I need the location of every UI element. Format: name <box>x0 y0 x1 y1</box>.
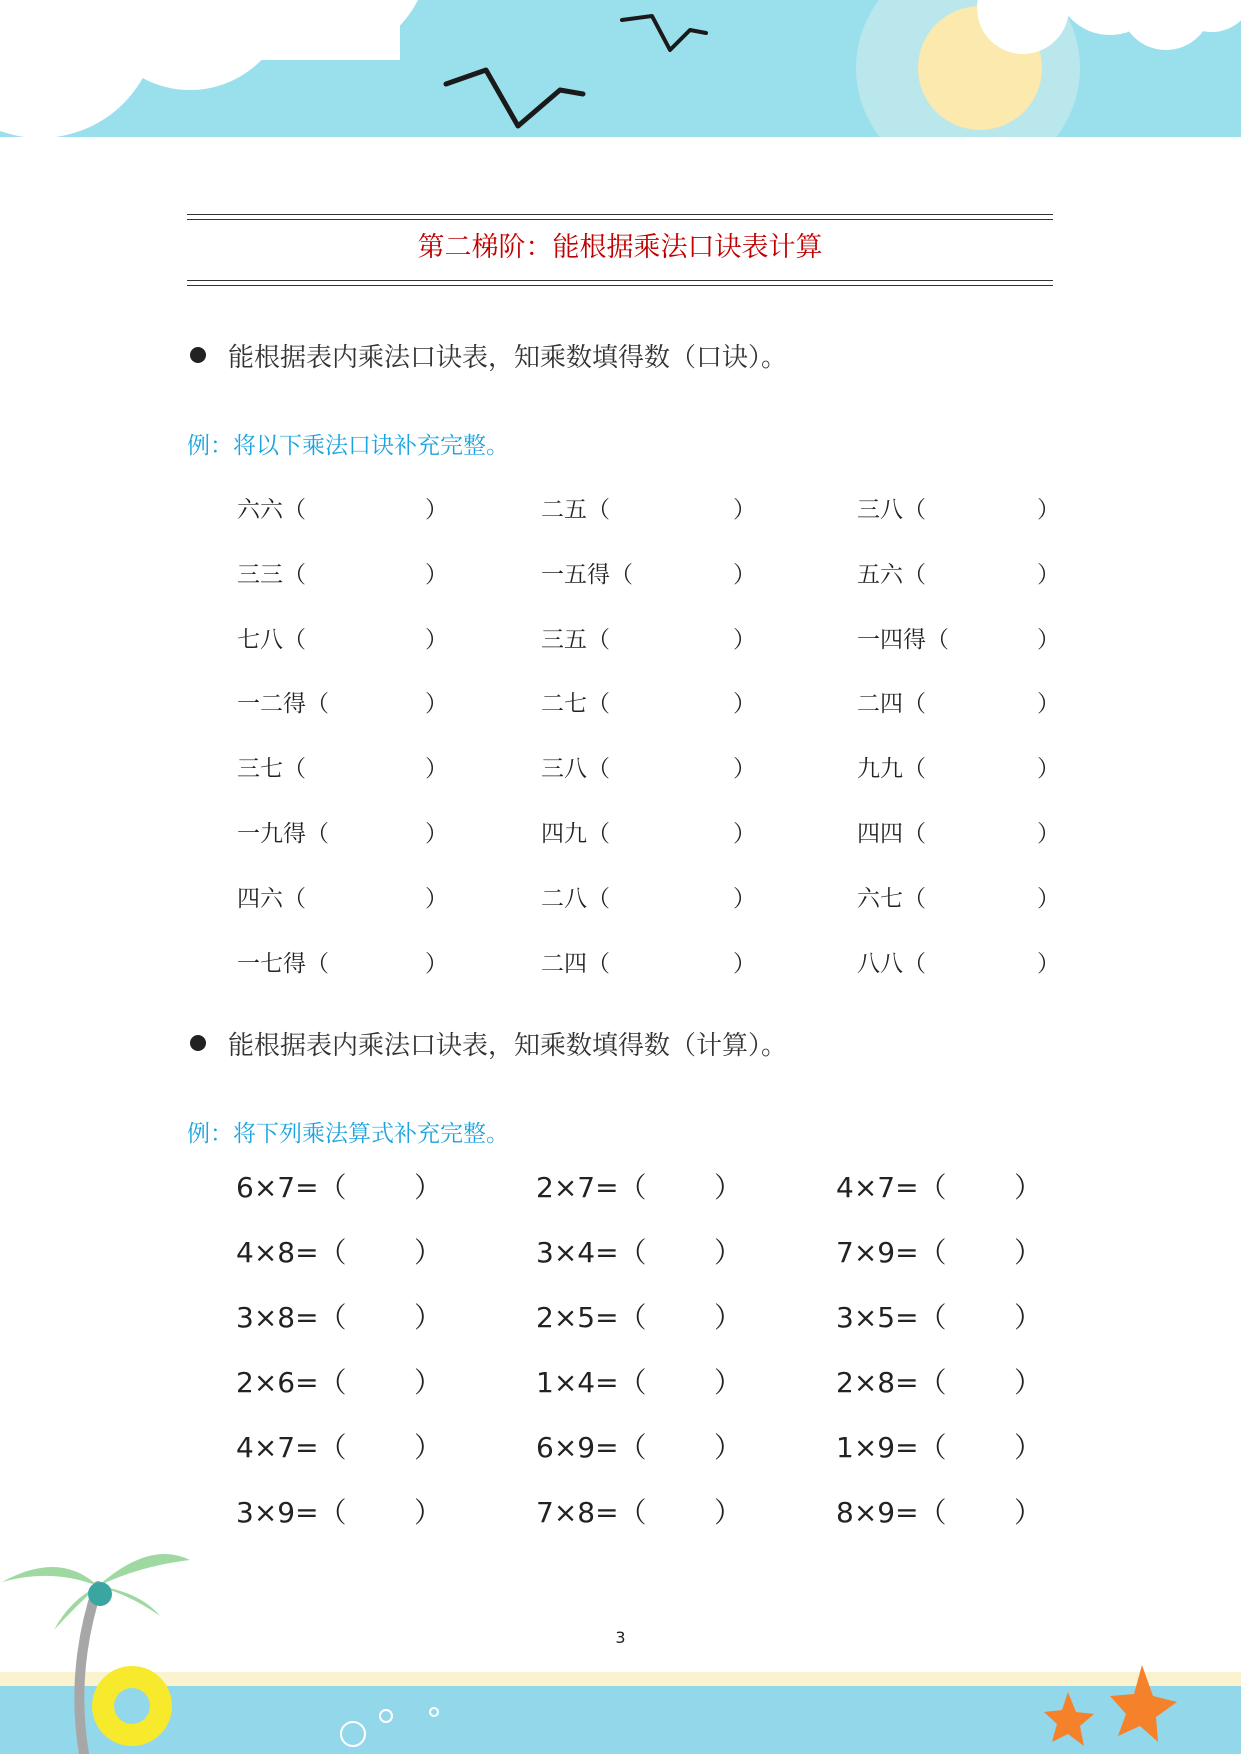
exercise-prompt: 一七得（ <box>237 950 329 977</box>
exercise-prompt: 五六（ <box>857 561 926 588</box>
answer-close-paren: ） <box>733 885 756 912</box>
exercise-prompt: 三五（ <box>541 626 610 653</box>
answer-close-paren: ） <box>425 561 448 588</box>
answer-close-paren: ） <box>1037 821 1060 847</box>
exercise-prompt: 1×4=（ <box>536 1366 647 1399</box>
exercise-prompt: 2×7=（ <box>536 1171 647 1204</box>
answer-close-paren: ） <box>714 1496 743 1529</box>
answer-close-paren: ） <box>733 821 756 847</box>
exercise-prompt: 一九得（ <box>237 821 329 847</box>
exercise-prompt: 六七（ <box>857 885 926 912</box>
answer-close-paren: ） <box>733 691 756 718</box>
section-2-bullet <box>190 1026 787 1066</box>
answer-close-paren: ） <box>414 1171 443 1204</box>
exercise-prompt: 二八（ <box>541 885 610 912</box>
exercise-prompt: 三三（ <box>237 561 306 588</box>
bottom-banner <box>0 1520 1241 1754</box>
exercise-item <box>541 879 791 919</box>
answer-close-paren: ） <box>1037 561 1060 588</box>
answer-close-paren: ） <box>425 497 448 523</box>
exercise-prompt: 7×8=（ <box>536 1496 647 1529</box>
exercise-item <box>237 879 487 919</box>
exercise-item <box>536 1428 786 1468</box>
exercise-prompt: 6×9=（ <box>536 1431 647 1464</box>
answer-close-paren: ） <box>425 691 448 718</box>
exercise-prompt: 6×7=（ <box>236 1171 347 1204</box>
exercise-item <box>857 490 1107 530</box>
answer-close-paren: ） <box>414 1496 443 1529</box>
exercise-item <box>857 620 1107 660</box>
answer-close-paren: ） <box>1014 1236 1043 1269</box>
exercise-prompt: 二七（ <box>541 691 610 718</box>
exercise-item <box>857 749 1107 789</box>
answer-close-paren: ） <box>733 497 756 523</box>
section-2-example: 例：将下列乘法算式补充完整。 <box>187 1121 509 1147</box>
exercise-item <box>836 1363 1086 1403</box>
exercise-item <box>236 1298 486 1338</box>
section-2-bullet-text: 能根据表内乘法口诀表，知乘数填得数（计算）。 <box>228 1031 788 1061</box>
answer-close-paren: ） <box>425 950 448 977</box>
section-1-example: 例：将以下乘法口诀补充完整。 <box>187 433 509 459</box>
exercise-item <box>237 490 487 530</box>
exercise-prompt: 4×7=（ <box>236 1431 347 1464</box>
exercise-item <box>836 1168 1086 1208</box>
answer-close-paren: ） <box>733 561 756 588</box>
exercise-prompt: 一五得（ <box>541 561 633 588</box>
answer-close-paren: ） <box>1014 1366 1043 1399</box>
exercise-prompt: 4×7=（ <box>836 1171 947 1204</box>
exercise-item <box>541 490 791 530</box>
answer-close-paren: ） <box>1014 1431 1043 1464</box>
exercise-prompt: 4×8=（ <box>236 1236 347 1269</box>
exercise-item <box>836 1233 1086 1273</box>
answer-close-paren: ） <box>733 950 756 977</box>
exercise-prompt: 八八（ <box>857 950 926 977</box>
answer-close-paren: ） <box>714 1366 743 1399</box>
section-1-bullet-text: 能根据表内乘法口诀表，知乘数填得数（口诀）。 <box>228 343 788 373</box>
answer-close-paren: ） <box>425 626 448 653</box>
exercise-item <box>236 1233 486 1273</box>
life-ring-icon <box>92 1666 172 1746</box>
answer-close-paren: ） <box>425 756 448 783</box>
answer-close-paren: ） <box>1037 950 1060 977</box>
exercise-item <box>237 620 487 660</box>
answer-close-paren: ） <box>1037 626 1060 653</box>
exercise-prompt: 8×9=（ <box>836 1496 947 1529</box>
exercise-prompt: 四九（ <box>541 821 610 847</box>
page-title: 第二梯阶：能根据乘法口诀表计算 <box>417 232 823 263</box>
answer-close-paren: ） <box>714 1431 743 1464</box>
exercise-item <box>836 1298 1086 1338</box>
title-rule-top-inner <box>187 219 1053 220</box>
exercise-prompt: 一二得（ <box>237 691 329 718</box>
exercise-item <box>857 944 1107 984</box>
answer-close-paren: ） <box>414 1301 443 1334</box>
exercise-item <box>237 944 487 984</box>
answer-close-paren: ） <box>1014 1301 1043 1334</box>
title-rule-bottom <box>187 285 1053 286</box>
exercise-prompt: 九九（ <box>857 756 926 783</box>
exercise-prompt: 3×5=（ <box>836 1301 947 1334</box>
exercise-prompt: 三八（ <box>857 497 926 523</box>
exercise-prompt: 七八（ <box>237 626 306 653</box>
answer-close-paren: ） <box>714 1171 743 1204</box>
exercise-prompt: 3×8=（ <box>236 1301 347 1334</box>
exercise-item <box>857 684 1107 724</box>
exercise-item <box>536 1233 786 1273</box>
exercise-item <box>536 1298 786 1338</box>
exercise-item <box>541 555 791 595</box>
exercise-item <box>857 814 1107 854</box>
exercise-prompt: 3×4=（ <box>536 1236 647 1269</box>
exercise-prompt: 1×9=（ <box>836 1431 947 1464</box>
answer-close-paren: ） <box>1037 756 1060 783</box>
exercise-prompt: 二四（ <box>541 950 610 977</box>
answer-close-paren: ） <box>714 1236 743 1269</box>
answer-close-paren: ） <box>1014 1171 1043 1204</box>
section-1-bullet <box>190 338 787 378</box>
exercise-item <box>536 1363 786 1403</box>
title-rule-bottom-inner <box>187 280 1053 281</box>
answer-close-paren: ） <box>425 885 448 912</box>
exercise-item <box>541 814 791 854</box>
exercise-item <box>237 684 487 724</box>
answer-close-paren: ） <box>733 626 756 653</box>
answer-close-paren: ） <box>733 756 756 783</box>
exercise-prompt: 7×9=（ <box>836 1236 947 1269</box>
exercise-item <box>236 1168 486 1208</box>
answer-close-paren: ） <box>1037 885 1060 912</box>
exercise-prompt: 二四（ <box>857 691 926 718</box>
exercise-item <box>541 620 791 660</box>
exercise-item <box>541 684 791 724</box>
exercise-prompt: 二五（ <box>541 497 610 523</box>
exercise-item <box>536 1168 786 1208</box>
answer-close-paren: ） <box>714 1301 743 1334</box>
top-banner <box>0 0 1241 140</box>
exercise-item <box>237 814 487 854</box>
exercise-item <box>237 555 487 595</box>
exercise-prompt: 3×9=（ <box>236 1496 347 1529</box>
exercise-item <box>236 1363 486 1403</box>
exercise-item <box>541 749 791 789</box>
bullet-dot-icon <box>190 1035 206 1051</box>
title-rule-top <box>187 214 1053 215</box>
exercise-prompt: 2×6=（ <box>236 1366 347 1399</box>
answer-close-paren: ） <box>1014 1496 1043 1529</box>
exercise-item <box>541 944 791 984</box>
exercise-item <box>857 879 1107 919</box>
answer-close-paren: ） <box>414 1366 443 1399</box>
exercise-prompt: 2×8=（ <box>836 1366 947 1399</box>
answer-close-paren: ） <box>1037 497 1060 523</box>
exercise-prompt: 三七（ <box>237 756 306 783</box>
exercise-item <box>237 749 487 789</box>
answer-close-paren: ） <box>414 1236 443 1269</box>
answer-close-paren: ） <box>414 1431 443 1464</box>
page-number: 3 <box>615 1628 626 1647</box>
exercise-prompt: 六六（ <box>237 497 306 523</box>
exercise-item <box>857 555 1107 595</box>
exercise-prompt: 四六（ <box>237 885 306 912</box>
exercise-prompt: 一四得（ <box>857 626 949 653</box>
exercise-prompt: 2×5=（ <box>536 1301 647 1334</box>
exercise-prompt: 三八（ <box>541 756 610 783</box>
exercise-item <box>236 1428 486 1468</box>
answer-close-paren: ） <box>1037 691 1060 718</box>
bullet-dot-icon <box>190 347 206 363</box>
exercise-prompt: 四四（ <box>857 821 926 847</box>
exercise-item <box>836 1428 1086 1468</box>
answer-close-paren: ） <box>425 821 448 847</box>
